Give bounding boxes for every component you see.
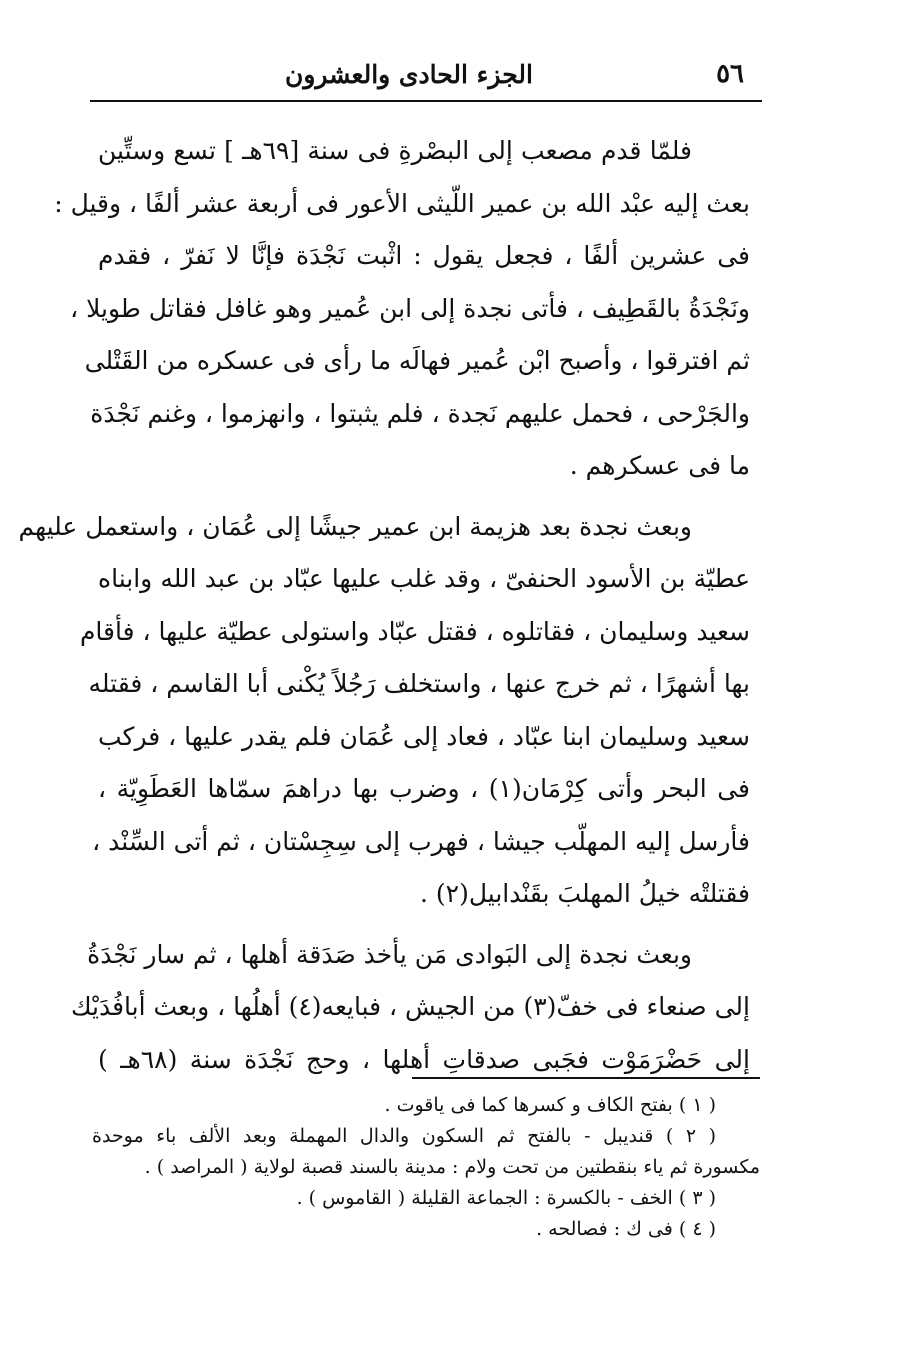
paragraph-2-line-3: سعيد وسليمان ، فقاتلوه ، فقتل عبّاد واستولى عطيّة عليها ، فأقام <box>79 616 750 646</box>
footnote-3: ( ٣ ) الخف - بالكسرة : الجماعة القليلة ( القاموس ) . <box>296 1187 716 1209</box>
paragraph-3-line-3: إلى حَضْرَمَوْت فجَبى صدقاتِ أهلها ، وحج نَجْدَة سنة (٦٨هـ ) <box>98 1044 750 1074</box>
header-rule <box>90 100 762 102</box>
paragraph-1-line-4: ونَجْدَةُ بالقَطِيف ، فأتى نجدة إلى ابن عُمير وهو غافل فقاتل طويلا ، <box>70 293 750 323</box>
footnote-2-continuation: مكسورة ثم ياء بنقطتين من تحت ولام : مدينة بالسند قصبة لولاية ( المراصد ) . <box>144 1156 760 1178</box>
body-text <box>18 125 750 1086</box>
paragraph-2-line-8: فقتلتْه خيلُ المهلبَ بقَنْدابيل(٢) . <box>420 879 750 908</box>
paragraph-2-line-1: وبعث نجدة بعد هزيمة ابن عمير جيشًا إلى عُمَان ، واستعمل عليهم <box>18 511 692 541</box>
paragraph-3-line-2: إلى صنعاء فى خفّ(٣) من الجيش ، فبايعه(٤) أهلُها ، وبعث أبافُدَيْك <box>70 992 750 1021</box>
footnote-rule <box>412 1077 760 1079</box>
paragraph-1-line-6: والجَرْحى ، فحمل عليهم نَجدة ، فلم يثبتوا ، وانهزموا ، وغنم نَجْدَة <box>90 398 750 428</box>
paragraph-1-line-2: بعث إليه عبْد الله بن عمير اللّيثى الأعور فى أربعة عشر ألفًا ، وقيل : <box>54 188 750 218</box>
paragraph-gap <box>98 493 750 501</box>
footnote-1: ( ١ ) بفتح الكاف و كسرها كما فى ياقوت . <box>384 1094 716 1116</box>
paragraph-gap <box>98 921 750 929</box>
paragraph-2-line-4: بها أشهرًا ، ثم خرج عنها ، واستخلف رَجُلاً يُكْنى أبا القاسم ، فقتله <box>88 669 750 698</box>
paragraph-1-line-1: فلمّا قدم مصعب إلى البصْرةِ فى سنة [٦٩هـ ] تسع وستِّين <box>98 136 692 165</box>
paragraph-2-line-5: سعيد وسليمان ابنا عبّاد ، فعاد إلى عُمَان فلم يقدر عليها ، فركب <box>98 721 750 751</box>
paragraph-1-line-5: ثم افترقوا ، وأصبح ابْن عُمير فهالَه ما رأى فى عسكره من القَتْلى <box>84 346 750 375</box>
footnotes <box>92 1090 760 1245</box>
footnote-2: ( ٢ ) قنديبل - بالفتح ثم السكون والدال المهملة وبعد الألف باء موحدة <box>92 1125 716 1147</box>
paragraph-3-line-1: وبعث نجدة إلى البَوادى مَن يأخذ صَدَقة أهلها ، ثم سار نَجْدَةُ <box>87 939 692 969</box>
paragraph-2-line-7: فأرسل إليه المهلّب جيشا ، فهرب إلى سِجِسْتان ، ثم أتى السِّنْد ، <box>92 826 750 856</box>
paragraph-1-line-3: فى عشرين ألفًا ، فجعل يقول : اثْبت نَجْدَة فإنَّا لا نَفرّ ، فقدم <box>98 241 750 270</box>
page-number: ٥٦ <box>716 59 744 89</box>
running-title: الجزء الحادى والعشرون <box>285 59 533 89</box>
paragraph-2-line-6: فى البحر وأتى كِرْمَان(١) ، وضرب بها دراهمَ سمّاها العَطَوِيّة ، <box>98 774 750 803</box>
footnote-4: ( ٤ ) فى ك : فصالحه . <box>536 1218 716 1240</box>
paragraph-2-line-2: عطيّة بن الأسود الحنفىّ ، وقد غلب عليها عبّاد بن عبد الله وابناه <box>98 564 750 593</box>
paragraph-1-line-7: ما فى عسكرهم . <box>569 451 750 480</box>
page-header <box>90 52 762 96</box>
